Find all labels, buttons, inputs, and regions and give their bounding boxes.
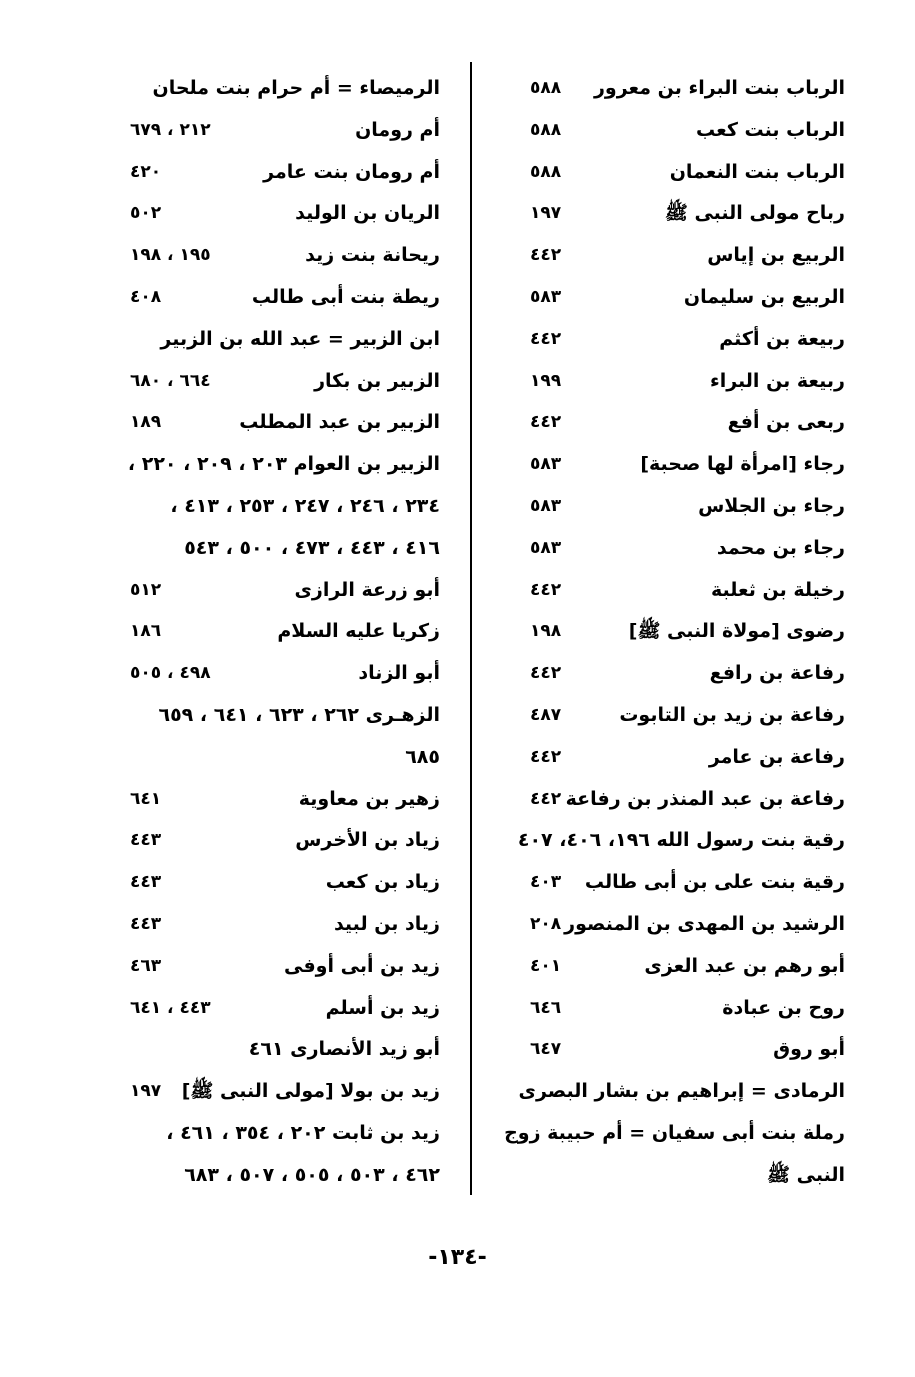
index-entry <box>100 68 440 110</box>
index-entry <box>100 570 440 612</box>
entry-name: الزبير بن العوام ٢٠٣ ، ٢٠٩ ، ٢٢٠ ، <box>127 453 440 476</box>
index-entry <box>500 235 845 277</box>
entry-name: زكريا عليه السلام <box>277 620 440 643</box>
entry-pages: ٤٤٢ <box>530 663 562 684</box>
entry-pages: ٤٠٣ <box>530 872 562 893</box>
entry-pages: ٦٦٤ ، ٦٨٠ <box>130 370 211 391</box>
index-entry <box>500 611 845 653</box>
entry-name: رباح مولى النبى ﷺ <box>664 202 845 225</box>
entry-pages: ٥٨٨ <box>530 78 562 98</box>
index-entry <box>500 1113 845 1155</box>
entry-name: الرميصاء = أم حرام بنت ملحان <box>152 77 440 99</box>
entry-pages: ١٩٩ <box>530 370 562 391</box>
entry-pages: ٤٠١ <box>530 955 562 976</box>
index-entry <box>500 1155 845 1197</box>
entry-name: الرشيد بن المهدى بن المنصور <box>564 912 845 935</box>
entry-pages: ٤٠٨ <box>130 286 162 307</box>
index-entry <box>100 193 440 235</box>
entry-name: روح بن عبادة <box>722 996 845 1019</box>
entry-pages: ٥٨٣ <box>530 454 562 475</box>
entry-name: رفاعة بن زيد بن التابوت <box>619 703 845 726</box>
entry-pages: ١٩٧ <box>130 1081 162 1102</box>
entry-name: الربيع بن إياس <box>707 244 845 267</box>
entry-pages: ٥٠٢ <box>130 203 162 224</box>
entry-name: رخيلة بن ثعلبة <box>710 578 845 601</box>
entry-name: أبو الزناد <box>358 662 440 685</box>
index-entry <box>100 695 440 737</box>
entry-pages: ٦٤١ <box>130 788 162 809</box>
entry-pages: ٤٤٢ <box>530 245 562 266</box>
entry-pages: ٤٤٢ <box>530 579 562 600</box>
entry-name: زيد بن بولا [مولى النبى ﷺ] <box>181 1080 440 1103</box>
index-entry <box>100 737 440 779</box>
entry-name: أبو زيد الأنصارى ٤٦١ <box>248 1038 440 1061</box>
index-entry <box>500 193 845 235</box>
index-entry <box>500 402 845 444</box>
index-entry <box>100 904 440 946</box>
index-entry <box>500 946 845 988</box>
index-entry <box>100 820 440 862</box>
index-entry <box>500 528 845 570</box>
entry-name: زيد بن أبى أوفى <box>284 954 440 977</box>
entry-pages: ٥٨٣ <box>530 495 562 516</box>
index-entry <box>100 402 440 444</box>
left-column <box>100 68 440 1197</box>
entry-name: رضوى [مولاة النبى ﷺ] <box>628 620 845 643</box>
entry-pages: ١٩٧ <box>530 203 562 224</box>
entry-name: أم رومان بنت عامر <box>263 160 440 183</box>
index-entry <box>500 152 845 194</box>
index-entry <box>500 319 845 361</box>
entry-name: زياد بن لبيد <box>333 912 440 935</box>
index-entry <box>100 988 440 1030</box>
entry-name: ريطة بنت أبى طالب <box>251 285 440 308</box>
index-entry <box>100 486 440 528</box>
entry-name: رجاء بن محمد <box>716 536 845 559</box>
entry-pages: ٤٩٨ ، ٥٠٥ <box>130 663 211 684</box>
index-entry <box>500 904 845 946</box>
index-entry <box>500 737 845 779</box>
entry-name: ٢٣٤ ، ٢٤٦ ، ٢٤٧ ، ٢٥٣ ، ٤١٣ ، <box>170 494 440 517</box>
entry-pages: ٥٨٨ <box>530 161 562 182</box>
entry-name: ٤١٦ ، ٤٤٣ ، ٤٧٣ ، ٥٠٠ ، ٥٤٣ <box>184 536 440 559</box>
index-entry <box>100 611 440 653</box>
entry-name: زيد بن ثابت ٢٠٢ ، ٣٥٤ ، ٤٦١ ، <box>166 1121 440 1144</box>
index-entry <box>500 988 845 1030</box>
entry-pages: ٥٨٣ <box>530 537 562 558</box>
entry-pages: ٤٤٢ <box>530 328 562 349</box>
entry-pages: ٤٤٣ <box>130 872 162 893</box>
entry-name: ريحانة بنت زيد <box>305 244 440 267</box>
entry-name: رفاعة بن عبد المنذر بن رفاعة <box>565 787 845 810</box>
page-number: -١٣٤- <box>428 1245 487 1270</box>
entry-pages: ١٩٥ ، ١٩٨ <box>130 245 211 266</box>
index-entry <box>500 820 845 862</box>
entry-name: رفاعة بن رافع <box>709 662 845 685</box>
right-column <box>500 68 845 1197</box>
index-entry <box>100 1071 440 1113</box>
entry-pages: ٦٤٦ <box>530 997 562 1018</box>
index-entry <box>500 653 845 695</box>
index-entry <box>100 653 440 695</box>
entry-name: زياد بن كعب <box>325 871 440 894</box>
index-entry <box>500 277 845 319</box>
entry-pages: ٤٦٣ <box>130 955 162 976</box>
index-entry <box>500 570 845 612</box>
index-entry <box>100 862 440 904</box>
index-entry <box>500 110 845 152</box>
entry-pages: ٤٤٣ <box>130 913 162 934</box>
entry-name: أبو زرعة الرازى <box>294 578 440 601</box>
entry-name: رجاء بن الجلاس <box>698 494 845 517</box>
entry-name: الزبير بن بكار <box>314 369 440 392</box>
index-entry <box>100 110 440 152</box>
entry-name: ٤٦٢ ، ٥٠٣ ، ٥٠٥ ، ٥٠٧ ، ٦٨٣ <box>184 1163 440 1186</box>
index-entry <box>500 695 845 737</box>
entry-pages: ٢١٢ ، ٦٧٩ <box>130 119 211 140</box>
index-entry <box>500 1071 845 1113</box>
index-entry <box>500 862 845 904</box>
entry-pages: ١٨٦ <box>130 621 162 642</box>
index-entry <box>100 1155 440 1197</box>
entry-name: زياد بن الأخرس <box>295 829 440 852</box>
index-entry <box>500 486 845 528</box>
index-entry <box>100 1113 440 1155</box>
entry-name: الزبير بن عبد المطلب <box>239 411 440 434</box>
entry-pages: ٤٤٢ <box>530 788 562 809</box>
entry-pages: ٢٠٨ <box>530 913 562 934</box>
index-entry <box>100 1029 440 1071</box>
index-entry <box>100 779 440 821</box>
index-entry <box>100 319 440 361</box>
entry-pages: ٥٨٨ <box>530 119 562 140</box>
index-entry <box>500 361 845 403</box>
entry-pages: ٥١٢ <box>130 579 162 600</box>
entry-pages: ١٩٨ <box>530 621 562 642</box>
entry-pages: ٥٨٣ <box>530 286 562 307</box>
index-entry <box>500 1029 845 1071</box>
index-entry <box>500 444 845 486</box>
entry-name: رجاء [امرأة لها صحبة] <box>640 453 845 476</box>
entry-pages: ٤٨٧ <box>530 704 562 725</box>
column-divider <box>470 62 472 1195</box>
entry-pages: ١٨٩ <box>130 412 162 433</box>
index-entry <box>500 68 845 110</box>
entry-name: الرمادى = إبراهيم بن بشار البصرى <box>518 1080 845 1103</box>
index-entry <box>500 779 845 821</box>
entry-name: أبو روق <box>773 1038 845 1061</box>
entry-name: الرباب بنت كعب <box>696 118 845 141</box>
entry-name: زهير بن معاوية <box>298 787 440 810</box>
entry-name: زيد بن أسلم <box>325 996 440 1019</box>
entry-pages: ٤٤٣ ، ٦٤١ <box>130 997 211 1018</box>
entry-name: الرباب بنت البراء بن معرور <box>593 77 845 99</box>
index-entry <box>100 444 440 486</box>
entry-name: ربيعة بن أكثم <box>719 327 845 350</box>
entry-name: رملة بنت أبى سفيان = أم حبيبة زوج <box>504 1121 845 1144</box>
entry-name: رقية بنت رسول الله ١٩٦، ٤٠٦، ٤٠٧ <box>517 829 845 852</box>
index-entry <box>100 235 440 277</box>
entry-name: ربعى بن أفع <box>727 411 845 434</box>
index-entry <box>100 946 440 988</box>
entry-name: أم رومان <box>355 118 440 141</box>
entry-name: ربيعة بن البراء <box>710 369 845 392</box>
entry-name: أبو رهم بن عبد العزى <box>644 954 845 977</box>
entry-pages: ٤٤٣ <box>130 830 162 851</box>
entry-pages: ٤٤٢ <box>530 746 562 767</box>
entry-name: النبى ﷺ <box>767 1163 845 1186</box>
entry-name: الرباب بنت النعمان <box>669 160 845 183</box>
index-entry <box>100 361 440 403</box>
entry-name: رقية بنت على بن أبى طالب <box>584 871 845 894</box>
entry-pages: ٦٤٧ <box>530 1039 562 1060</box>
entry-name: الربيع بن سليمان <box>683 285 845 308</box>
entry-name: الريان بن الوليد <box>295 202 440 225</box>
entry-name: ابن الزبير = عبد الله بن الزبير <box>160 327 440 350</box>
index-entry <box>100 277 440 319</box>
entry-pages: ٤٤٢ <box>530 412 562 433</box>
entry-name: ٦٨٥ <box>405 745 440 768</box>
entry-name: الزهـرى ٢٦٢ ، ٦٢٣ ، ٦٤١ ، ٦٥٩ <box>158 703 440 726</box>
index-entry <box>100 528 440 570</box>
entry-name: رفاعة بن عامر <box>708 745 845 768</box>
index-entry <box>100 152 440 194</box>
entry-pages: ٤٢٠ <box>130 161 162 182</box>
